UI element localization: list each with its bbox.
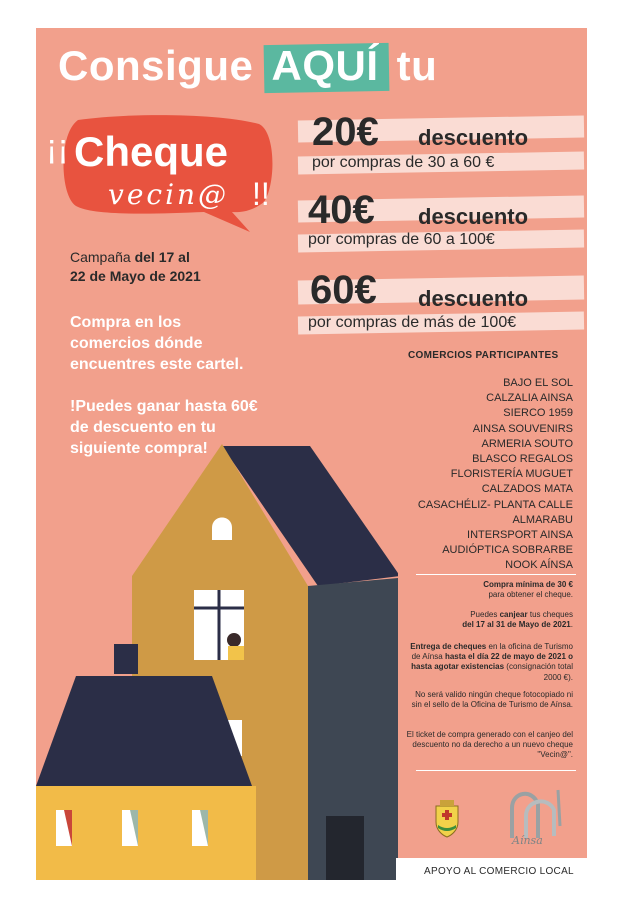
note-redeem-a: Puedes: [470, 610, 498, 619]
shop-item: ARMERIA SOUTO: [481, 437, 573, 450]
shop-item: CALZALIA AINSA: [486, 392, 573, 405]
shop-item: ALMARABU: [512, 513, 573, 526]
promo-line-1: Compra en los comercios dónde encuentres este cartel.: [70, 314, 244, 373]
shop-item: CALZADOS MATA: [481, 483, 573, 496]
note-redeem-dates: del 17 al 31 de Mayo de 2021: [462, 620, 571, 630]
shop-item: AUDIÓPTICA SOBRARBE: [442, 544, 573, 557]
discount-word-40: descuento: [418, 204, 529, 229]
exclamation-right: !!: [252, 176, 270, 212]
note-redeem: [403, 610, 573, 630]
note-minimum: [403, 580, 573, 600]
divider: [416, 770, 576, 771]
note-delivery-a: Entrega de cheques: [410, 642, 487, 651]
note-delivery-d: (consignación total 2000 €).: [506, 662, 573, 682]
note-delivery-c: hasta el día 22 de mayo de 2021 o hasta agotar existencias: [411, 652, 573, 672]
note-minimum-bold: Compra mínima de 30 €: [483, 580, 573, 589]
note-redeem-c: tus cheques: [529, 610, 573, 619]
exclamation-left: ¡¡: [46, 128, 69, 166]
shop-item: CASACHÉLIZ- PLANTA CALLE: [417, 498, 573, 511]
campaign-prefix: Campaña: [70, 249, 131, 265]
campaign-dates-2: 22 de Mayo de 2021: [70, 268, 201, 284]
discount-condition-60: por compras de más de 100€: [308, 314, 517, 331]
campaign-dates-1: del 17 al: [134, 249, 190, 265]
shops-title: COMERCIOS PARTICIPANTES: [408, 350, 559, 361]
headline-post: tu: [384, 42, 438, 89]
poster: [36, 28, 587, 880]
divider: [416, 574, 576, 575]
shop-item: FLORISTERÍA MUGUET: [450, 468, 573, 481]
cheque-label: Cheque: [74, 128, 229, 175]
headline-highlight-text: AQUÍ: [271, 42, 379, 89]
shop-item: NOOK AÍNSA: [505, 559, 573, 572]
discount-amount-20: 20€: [312, 110, 379, 154]
note-minimum-rest: para obtener el cheque.: [488, 590, 573, 600]
shop-item: SIERCO 1959: [503, 407, 573, 420]
discount-word-60: descuento: [418, 286, 529, 311]
discount-amount-40: 40€: [308, 188, 375, 232]
ainsa-logo-script: Aínsa: [512, 834, 543, 847]
promo-line-2: !Puedes ganar hasta 60€ de descuento en tu siguiente compra!: [70, 398, 258, 457]
discount-condition-40: por compras de 60 a 100€: [308, 231, 495, 248]
shop-list: [418, 376, 573, 574]
note-photocopy: No será valido ningún cheque fotocopiado ni sin el sello de la Oficina de Turismo de Aínsa.: [411, 690, 573, 710]
footer-text: APOYO AL COMERCIO LOCAL: [424, 866, 574, 877]
headline-pre: Consigue: [58, 42, 266, 89]
discount-amount-60: 60€: [310, 268, 377, 312]
shop-item: INTERSPORT AINSA: [467, 529, 573, 542]
campaign-dates: [70, 248, 280, 286]
houses-illustration: [36, 440, 398, 880]
discount-condition-20: por compras de 30 a 60 €: [312, 154, 495, 171]
note-delivery: [403, 642, 573, 683]
note-redeem-end: .: [570, 620, 573, 630]
note-ticket: El ticket de compra generado con el canjeo del descuento no da derecho a un nuevo cheque "Vecin@".: [406, 730, 573, 760]
note-delivery-b: en la oficina de Turismo de Aínsa: [411, 642, 573, 662]
note-redeem-b: canjear: [499, 610, 528, 619]
shop-item: BLASCO REGALOS: [472, 453, 573, 466]
shop-item: BAJO EL SOL: [503, 377, 573, 389]
shop-item: AINSA SOUVENIRS: [472, 422, 573, 435]
headline-highlight: [266, 42, 385, 90]
vecin-label: vecin@: [108, 178, 230, 211]
discount-word-20: descuento: [418, 125, 529, 150]
coat-of-arms-icon: [432, 798, 462, 838]
headline: [58, 42, 437, 90]
